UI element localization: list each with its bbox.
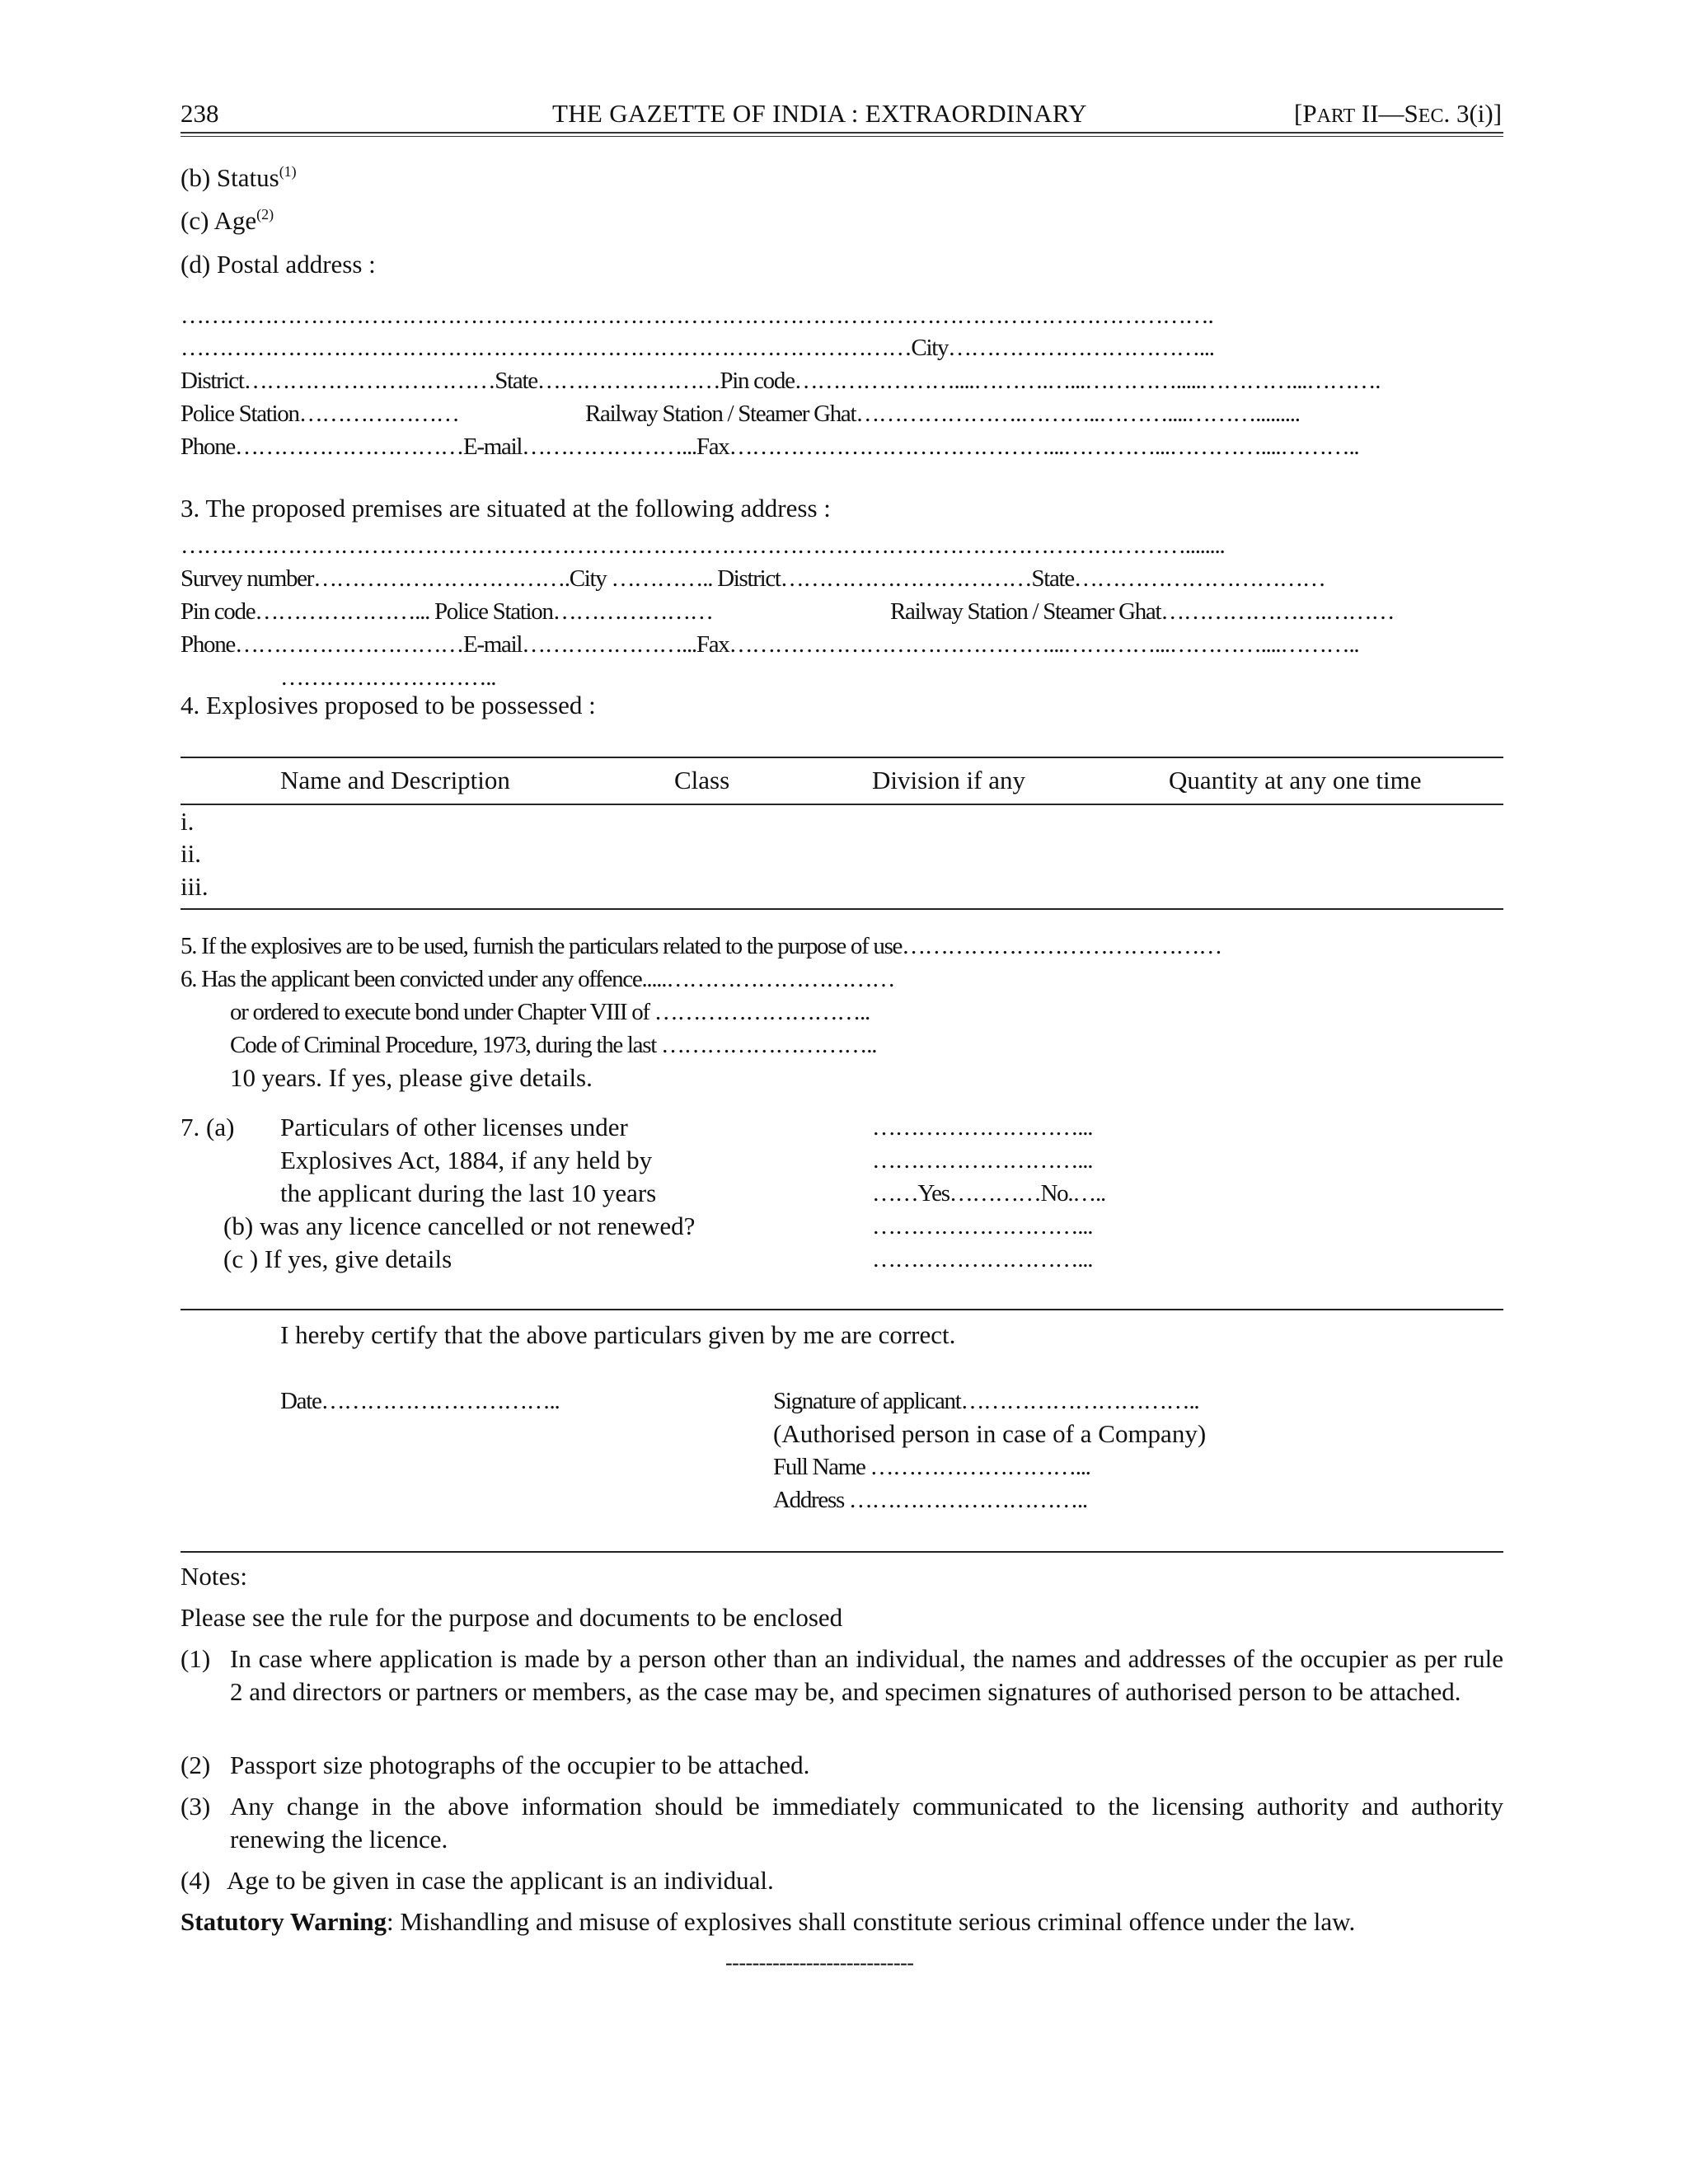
licences-answer-dots: ………………………... bbox=[872, 1147, 1093, 1174]
licences-question-line-1: Particulars of other licenses under bbox=[280, 1113, 628, 1141]
status-field: (b) Status$^{(1)}$ bbox=[181, 163, 297, 192]
notes-heading: Notes: bbox=[181, 1562, 247, 1591]
column-header-name-description: Name and Description bbox=[280, 766, 510, 794]
premises-extra-dots: ……………………….. bbox=[280, 664, 496, 691]
licences-question-line-2: Explosives Act, 1884, if any held by bbox=[280, 1146, 653, 1174]
note-number: (1) bbox=[181, 1644, 211, 1673]
licences-item-label: 7. (a) bbox=[181, 1113, 235, 1141]
licences-answer-dots: ………………………... bbox=[872, 1246, 1093, 1272]
certification-rule bbox=[181, 1309, 1503, 1310]
note-number: (2) bbox=[181, 1750, 211, 1779]
column-header-quantity: Quantity at any one time bbox=[1169, 766, 1422, 794]
premises-phone-line: Phone…………………………E-mail…………………...Fax……………………………………...…………...…………....……….. bbox=[181, 631, 1359, 658]
purpose-of-use-field: 5. If the explosives are to be used, furnish the particulars related to the purpose of use…………………………………… bbox=[181, 933, 1221, 959]
district-state-pincode-line: District……………………………State……………………Pin code…………………....……….…...………….....…………...………. bbox=[181, 368, 1381, 394]
phone-email-fax-line: Phone…………………………E-mail…………………...Fax……………………………………...…………...…………....……….. bbox=[181, 434, 1359, 460]
licence-details-question: (c ) If yes, give details bbox=[223, 1244, 452, 1273]
header-rule-thin bbox=[181, 136, 1503, 137]
table-row-label: i. bbox=[181, 807, 195, 836]
signature-field: Signature of applicant………………………….. bbox=[773, 1388, 1199, 1414]
header-rule bbox=[181, 132, 1503, 134]
conviction-question-line-4: 10 years. If yes, please give details. bbox=[230, 1063, 593, 1092]
survey-number-line: Survey number…………………………….City ………….. District……………………………State…………………………… bbox=[181, 565, 1325, 592]
postal-address-line-1: ………………………………………………………………………………………………………………………. bbox=[181, 302, 1213, 329]
authorised-person-note: (Authorised person in case of a Company) bbox=[773, 1419, 1207, 1448]
table-top-rule bbox=[181, 757, 1503, 758]
note-text: In case where application is made by a person other than an individual, the names and addresses of the occupier as per rule 2 and directors or partners or members, as the case may be, and specimen signatures of authorised person to be attached. bbox=[230, 1644, 1503, 1706]
table-row-label: ii. bbox=[181, 839, 201, 868]
applicant-address-field: Address ………………………….. bbox=[773, 1487, 1087, 1513]
railway-station-line: Railway Station / Steamer Ghat………………….………..………....………......... bbox=[585, 401, 1300, 427]
note-text: Age to be given in case the applicant is an individual. bbox=[227, 1866, 774, 1895]
part-section-label: [PART II—SEC. 3(i)] bbox=[1294, 99, 1503, 128]
statutory-warning-text: : Mishandling and misuse of explosives shall constitute serious criminal offence under the law. bbox=[387, 1907, 1356, 1936]
note-text: Passport size photographs of the occupier to be attached. bbox=[230, 1750, 810, 1779]
yes-no-answer: ……Yes…………No.….. bbox=[872, 1180, 1105, 1207]
page-number: 238 bbox=[181, 99, 219, 128]
conviction-question-line-1: 6. Has the applicant been convicted under any offence.....………………………… bbox=[181, 966, 895, 992]
age-field: (c) Age$^{(2)}$ bbox=[181, 206, 274, 235]
explosives-heading: 4. Explosives proposed to be possessed : bbox=[181, 691, 596, 719]
licences-question-line-3: the applicant during the last 10 years bbox=[280, 1179, 657, 1207]
statutory-warning bbox=[181, 1905, 1355, 1938]
date-field: Date………………………….. bbox=[280, 1388, 560, 1414]
full-name-field: Full Name ………………………... bbox=[773, 1454, 1090, 1480]
notes-rule bbox=[181, 1551, 1503, 1553]
premises-address-line: ……………………………………………………………………………………………………………………........ bbox=[181, 532, 1225, 559]
table-header-rule bbox=[181, 804, 1503, 805]
gazette-title: THE GAZETTE OF INDIA : EXTRAORDINARY bbox=[552, 99, 1087, 128]
premises-railway-line: Railway Station / Steamer Ghat………………….……… bbox=[890, 598, 1395, 625]
statutory-warning-label: Statutory Warning bbox=[181, 1907, 387, 1936]
note-number: (4) bbox=[181, 1866, 211, 1895]
table-bottom-rule bbox=[181, 908, 1503, 910]
notes-intro: Please see the rule for the purpose and documents to be enclosed bbox=[181, 1603, 843, 1632]
certification-statement: I hereby certify that the above particulars given by me are correct. bbox=[280, 1320, 956, 1349]
conviction-question-line-3: Code of Criminal Procedure, 1973, during the last ……………………….. bbox=[230, 1032, 877, 1058]
column-header-class: Class bbox=[674, 766, 730, 794]
licence-cancelled-question: (b) was any licence cancelled or not renewed? bbox=[223, 1212, 696, 1240]
postal-address-label: (d) Postal address : bbox=[181, 250, 376, 279]
column-header-division: Division if any bbox=[872, 766, 1025, 794]
conviction-question-line-2: or ordered to execute bond under Chapter VIII of ……………………….. bbox=[230, 999, 870, 1025]
premises-address-heading: 3. The proposed premises are situated at the following address : bbox=[181, 494, 831, 523]
postal-address-line-2: ……………………………………………………………………………………City……………………………... bbox=[181, 335, 1214, 361]
premises-pincode-line: Pin code…………………... Police Station………………… bbox=[181, 598, 713, 625]
table-row-label: iii. bbox=[181, 872, 209, 901]
licences-answer-dots: ………………………... bbox=[872, 1213, 1093, 1240]
note-text: Any change in the above information should be immediately communicated to the licensing authority and authority renewing the licence. bbox=[230, 1792, 1503, 1854]
licences-answer-dots: ………………………... bbox=[872, 1114, 1093, 1141]
note-number: (3) bbox=[181, 1792, 211, 1821]
police-station-line: Police Station………………… bbox=[181, 401, 459, 427]
end-rule: ---------------------------- bbox=[725, 1951, 914, 1975]
